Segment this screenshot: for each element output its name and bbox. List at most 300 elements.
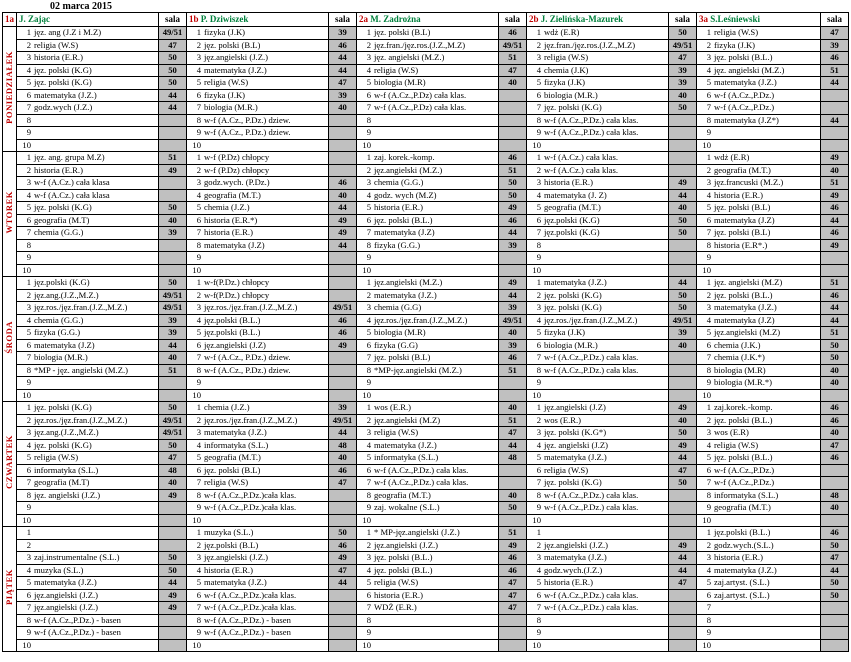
room-number: 50: [159, 439, 187, 452]
lesson-number: 6: [26, 214, 31, 225]
lesson-row: [3, 27, 849, 40]
subject-name: chemia (J.K): [544, 64, 589, 75]
room-number: 48: [159, 464, 187, 477]
lesson-cell: [697, 577, 821, 590]
subject-name: w-f (A.Cz.,P.Dz.)cała klas.: [204, 602, 297, 612]
lesson-row: [3, 39, 849, 52]
subject-name: jęz. angielski (M.Z.): [374, 52, 445, 62]
lesson-number: 2: [706, 289, 711, 300]
lesson-cell: [187, 352, 329, 365]
lesson-number: 5: [536, 202, 541, 212]
room-number: 47: [329, 477, 357, 490]
lesson-cell: [187, 77, 329, 90]
lesson-cell: [697, 202, 821, 215]
lesson-cell: [527, 152, 669, 165]
subject-name: jęz.polski (K.G): [34, 277, 90, 287]
lesson-cell: [697, 602, 821, 615]
lesson-number: 4: [536, 564, 541, 575]
lesson-number: 5: [26, 452, 31, 462]
room-number: [329, 114, 357, 127]
room-number: 47: [499, 64, 527, 77]
room-number: [499, 464, 527, 477]
lesson-number: 5: [536, 577, 541, 587]
lesson-cell: [357, 614, 499, 627]
room-number: [669, 489, 697, 502]
lesson-number: 8: [366, 614, 371, 625]
lesson-number: 9: [366, 377, 371, 387]
lesson-cell: [17, 402, 159, 415]
lesson-number: 1: [196, 27, 201, 37]
lesson-cell: [357, 177, 499, 190]
lesson-cell: [187, 414, 329, 427]
lesson-cell: [357, 152, 499, 165]
subject-name: jęz. polski (K.G): [34, 202, 92, 212]
subject-name: w-f (A.Cz.,P.Dz.)cała klas.: [204, 489, 297, 500]
room-number: 50: [329, 527, 357, 540]
subject-name: w-f (A.Cz.,P.Dz) cała klas.: [374, 89, 467, 100]
lesson-number: 5: [26, 577, 31, 587]
lesson-number: 9: [706, 502, 711, 512]
room-number: 40: [821, 364, 849, 377]
lesson-cell: [357, 489, 499, 502]
lesson-number: 4: [196, 189, 201, 200]
lesson-row: [3, 477, 849, 490]
lesson-cell: [357, 227, 499, 240]
lesson-row: [3, 564, 849, 577]
subject-name: fizyka (J.K): [714, 39, 756, 50]
room-number: [499, 127, 527, 140]
lesson-number: 10: [702, 264, 711, 275]
lesson-row: [3, 189, 849, 202]
lesson-number: 9: [196, 627, 201, 637]
lesson-cell: [17, 489, 159, 502]
room-number: [329, 352, 357, 365]
lesson-cell: [697, 152, 821, 165]
lesson-cell: [527, 602, 669, 615]
subject-name: jęz.ros./jęz.fran.(J.Z.,M.Z.): [374, 314, 468, 325]
lesson-cell: [697, 552, 821, 565]
room-number: [669, 164, 697, 177]
lesson-number: 1: [366, 277, 371, 287]
subject-name: w-f (A.Cz.,P.Dz.) cała klas.: [374, 477, 469, 487]
room-number: 39: [329, 89, 357, 102]
lesson-cell: [17, 539, 159, 552]
room-number: 50: [669, 427, 697, 440]
lesson-cell: [187, 339, 329, 352]
subject-name: godz. wych (M.Z): [374, 189, 437, 200]
room-number: 51: [499, 527, 527, 540]
lesson-cell: [187, 202, 329, 215]
room-number: [669, 639, 697, 652]
subject-name: matematyka (J.Z.): [544, 452, 607, 462]
subject-name: historia (E.R.): [34, 164, 83, 175]
lesson-number: 3: [536, 52, 541, 62]
room-number: 44: [821, 564, 849, 577]
lesson-number: 3: [706, 552, 711, 562]
lesson-number: 5: [26, 202, 31, 212]
subject-name: jęz. polski (B.L): [714, 227, 771, 237]
lesson-cell: [357, 464, 499, 477]
subject-name: jęz. polski (B.L.): [714, 52, 773, 62]
room-number: 44: [329, 64, 357, 77]
room-number: 49/51: [159, 302, 187, 315]
lesson-cell: [17, 27, 159, 40]
subject-name: historia (E.R.): [34, 52, 83, 62]
subject-name: matematyka (J.Z*): [714, 114, 779, 125]
subject-name: jęz. polski (B.L.): [374, 214, 433, 225]
lesson-number: 10: [532, 514, 541, 525]
subject-name: religia (W.S): [544, 464, 589, 475]
subject-name: fizyka (J.K): [204, 89, 246, 100]
lesson-cell: [527, 489, 669, 502]
lesson-number: 8: [196, 489, 201, 500]
room-number: [329, 289, 357, 302]
lesson-number: 2: [196, 414, 201, 425]
lesson-number: 2: [26, 164, 31, 175]
lesson-cell: [527, 114, 669, 127]
lesson-number: 4: [706, 564, 711, 575]
lesson-number: 2: [536, 539, 541, 550]
lesson-cell: [17, 89, 159, 102]
room-number: 46: [821, 527, 849, 540]
day-name: PONIEDZIAŁEK: [3, 50, 14, 124]
room-number: 40: [821, 377, 849, 390]
lesson-number: 5: [536, 327, 541, 337]
subject-name: godz.wych.(J.Z.): [544, 564, 603, 575]
lesson-number: 10: [532, 264, 541, 275]
lesson-cell: [697, 477, 821, 490]
subject-name: matematyka (J.Z.): [374, 439, 437, 450]
lesson-cell: [357, 77, 499, 90]
teacher-name: J. Zając: [17, 13, 159, 27]
subject-name: jęz. polski (K.G): [544, 302, 602, 312]
lesson-number: 6: [536, 339, 541, 350]
lesson-number: 7: [26, 602, 31, 612]
subject-name: historia (E.R.): [374, 202, 423, 212]
room-number: [499, 252, 527, 265]
room-number: 44: [669, 552, 697, 565]
room-number: 50: [159, 277, 187, 290]
subject-name: religia (W.S): [544, 52, 589, 62]
lesson-cell: [187, 602, 329, 615]
room-number: [669, 602, 697, 615]
lesson-number: 1: [366, 152, 371, 162]
lesson-cell: [697, 389, 821, 402]
room-number: 39: [159, 227, 187, 240]
lesson-row: [3, 52, 849, 65]
lesson-cell: [527, 364, 669, 377]
room-number: [159, 114, 187, 127]
lesson-cell: [17, 189, 159, 202]
lesson-number: 3: [536, 302, 541, 312]
lesson-cell: [527, 439, 669, 452]
room-number: 49/51: [669, 314, 697, 327]
room-number: 51: [159, 152, 187, 165]
subject-name: jęz.angielski (J.Z.): [374, 539, 438, 550]
lesson-number: 9: [706, 252, 711, 262]
lesson-cell: [697, 77, 821, 90]
lesson-number: 7: [366, 602, 371, 612]
lesson-cell: [187, 252, 329, 265]
room-number: 50: [669, 227, 697, 240]
lesson-cell: [697, 527, 821, 540]
room-number: 49: [669, 439, 697, 452]
lesson-cell: [697, 277, 821, 290]
lesson-cell: [17, 452, 159, 465]
lesson-number: 6: [366, 339, 371, 350]
lesson-cell: [697, 427, 821, 440]
lesson-cell: [697, 639, 821, 652]
subject-name: biologia (M.R): [714, 364, 766, 375]
lesson-number: 8: [536, 489, 541, 500]
subject-name: matematyka (J.Z.): [34, 577, 97, 587]
room-number: [329, 614, 357, 627]
lesson-cell: [527, 139, 669, 152]
day-label: [3, 402, 17, 527]
lesson-number: 2: [196, 289, 201, 300]
lesson-cell: [527, 27, 669, 40]
lesson-number: 5: [536, 452, 541, 462]
subject-name: jęz. angielski (M.Z): [714, 277, 783, 287]
lesson-number: 4: [706, 189, 711, 200]
lesson-row: [3, 202, 849, 215]
lesson-number: 7: [366, 477, 371, 487]
room-number: [821, 102, 849, 115]
lesson-number: 4: [196, 439, 201, 450]
lesson-number: 2: [536, 164, 541, 175]
lesson-row: [3, 339, 849, 352]
subject-name: biologia (M.R.*): [714, 377, 773, 387]
lesson-cell: [17, 514, 159, 527]
lesson-row: [3, 177, 849, 190]
subject-name: matematyka (J.Z): [204, 239, 265, 250]
subject-name: chemia (G.G): [374, 302, 422, 312]
lesson-number: 4: [536, 314, 541, 325]
lesson-cell: [17, 339, 159, 352]
lesson-number: 2: [196, 539, 201, 550]
lesson-number: 7: [536, 477, 541, 487]
subject-name: w-f (A.Cz.,P.Dz.) cała klas.: [544, 502, 639, 512]
room-number: 40: [669, 89, 697, 102]
lesson-cell: [17, 614, 159, 627]
room-number: 44: [159, 89, 187, 102]
room-number: [329, 514, 357, 527]
subject-name: jęz. angielski (M.Z.): [714, 64, 785, 75]
room-number: 47: [329, 564, 357, 577]
subject-name: biologia (M.R.): [544, 339, 598, 350]
subject-name: jęz.angielski (J.Z): [204, 339, 266, 350]
timetable: [2, 12, 849, 652]
subject-name: jęz. polski (B.L.): [714, 289, 773, 300]
lesson-cell: [187, 589, 329, 602]
lesson-number: 4: [536, 189, 541, 200]
lesson-number: 6: [536, 464, 541, 475]
subject-name: w-f (A.Cz.,P.Dz.): [714, 464, 775, 475]
lesson-number: 3: [536, 552, 541, 562]
lesson-cell: [187, 552, 329, 565]
subject-name: w-f (A.Cz.,P.Dz.) cała klas.: [544, 114, 639, 125]
room-number: 40: [821, 164, 849, 177]
subject-name: w-f (A.Cz.,P.Dz.) cała klas.: [544, 602, 639, 612]
room-number: [329, 589, 357, 602]
lesson-number: 8: [706, 489, 711, 500]
room-number: 49: [821, 152, 849, 165]
room-number: 50: [821, 539, 849, 552]
lesson-row: [3, 627, 849, 640]
lesson-number: 9: [26, 127, 31, 137]
lesson-cell: [527, 527, 669, 540]
room-number: 39: [159, 327, 187, 340]
lesson-cell: [527, 52, 669, 65]
subject-name: w-f (A.Cz.,P.Dz.) cała klas.: [544, 127, 639, 137]
room-number: 44: [821, 314, 849, 327]
subject-name: jęz.ros./jęz.fran.(J.Z.,M.Z.): [544, 314, 638, 325]
subject-name: geografia (M.T.): [204, 452, 261, 462]
lesson-cell: [357, 339, 499, 352]
subject-name: jęz.angielski (J.Z.): [34, 602, 98, 612]
room-number: 40: [329, 102, 357, 115]
lesson-cell: [187, 52, 329, 65]
subject-name: w-f (A.Cz.) cała klas.: [544, 164, 618, 175]
lesson-cell: [527, 502, 669, 515]
lesson-cell: [357, 89, 499, 102]
lesson-number: 10: [22, 139, 31, 150]
lesson-row: [3, 502, 849, 515]
subject-name: godz.wych. (P.Dz.): [204, 177, 270, 187]
lesson-number: 8: [366, 239, 371, 250]
lesson-cell: [697, 177, 821, 190]
lesson-number: 3: [26, 302, 31, 312]
room-number: 44: [669, 452, 697, 465]
schedule-date: 02 marca 2015: [50, 1, 113, 12]
room-number: [821, 264, 849, 277]
lesson-row: [3, 614, 849, 627]
subject-name: matematyka (J. Z): [544, 189, 607, 200]
room-number: [499, 477, 527, 490]
lesson-number: 6: [26, 464, 31, 475]
lesson-number: 8: [26, 364, 31, 375]
subject-name: jęz. polski (B.L.): [714, 452, 773, 462]
lesson-number: 8: [536, 364, 541, 375]
subject-name: jęz. angielski (J.Z): [544, 439, 608, 450]
lesson-cell: [17, 239, 159, 252]
lesson-number: 9: [536, 377, 541, 387]
room-number: 39: [499, 302, 527, 315]
lesson-cell: [17, 39, 159, 52]
lesson-cell: [357, 552, 499, 565]
lesson-cell: [697, 127, 821, 140]
room-number: [669, 502, 697, 515]
room-number: 46: [821, 52, 849, 65]
lesson-number: 6: [366, 589, 371, 600]
lesson-number: 2: [366, 39, 371, 50]
subject-name: jęz.angielski (M.Z): [374, 414, 441, 425]
lesson-cell: [697, 252, 821, 265]
lesson-number: 6: [196, 589, 201, 600]
subject-name: zaj.korek.-komp.: [714, 402, 773, 412]
subject-name: jęz. polski (K.G): [34, 64, 92, 75]
room-number: [159, 127, 187, 140]
room-number: [669, 527, 697, 540]
lesson-number: 7: [536, 227, 541, 237]
room-number: 46: [821, 452, 849, 465]
room-number: 40: [159, 352, 187, 365]
subject-name: jęz. polski (B.L.): [714, 414, 773, 425]
sala-header: sala: [821, 13, 849, 27]
lesson-cell: [527, 202, 669, 215]
lesson-cell: [527, 427, 669, 440]
subject-name: jęz. polski (K.G): [34, 402, 92, 412]
lesson-cell: [527, 64, 669, 77]
room-number: 46: [329, 177, 357, 190]
lesson-cell: [697, 327, 821, 340]
lesson-number: 3: [196, 552, 201, 562]
room-number: [821, 602, 849, 615]
subject-name: religia (W.S): [374, 64, 419, 75]
lesson-number: 2: [196, 164, 201, 175]
lesson-number: 8: [196, 614, 201, 625]
subject-name: muzyka (S.L.): [34, 564, 84, 575]
room-number: [499, 389, 527, 402]
lesson-number: 1: [536, 152, 541, 162]
subject-name: religia (W.S): [714, 27, 759, 37]
lesson-row: [3, 252, 849, 265]
subject-name: w-f (A.Cz.,P.Dz.): [714, 102, 775, 112]
room-number: 49: [499, 277, 527, 290]
subject-name: jęz. polski (B.L): [204, 464, 261, 475]
subject-name: jęz.ang.(J.Z.,M.Z.): [34, 427, 99, 437]
lesson-number: 9: [536, 502, 541, 512]
class-header: [187, 13, 329, 27]
lesson-cell: [697, 89, 821, 102]
lesson-number: 3: [196, 302, 201, 312]
lesson-cell: [697, 377, 821, 390]
subject-name: historia (E.R.): [714, 552, 763, 562]
subject-name: geografia (M.T.): [544, 202, 601, 212]
lesson-cell: [697, 52, 821, 65]
subject-name: jęz.ros./jęz.fran.(J.Z.,M.Z.): [204, 414, 298, 425]
lesson-row: [3, 539, 849, 552]
lesson-number: 6: [706, 214, 711, 225]
lesson-cell: [697, 627, 821, 640]
lesson-number: 2: [706, 539, 711, 550]
subject-name: zaj. korek.-komp.: [374, 152, 435, 162]
day-name: PIĄTEK: [3, 569, 14, 606]
lesson-number: 7: [706, 227, 711, 237]
lesson-number: 1: [26, 27, 31, 37]
subject-name: historia (E.R.): [544, 577, 593, 587]
room-number: 46: [821, 402, 849, 415]
lesson-cell: [697, 139, 821, 152]
lesson-cell: [187, 577, 329, 590]
lesson-cell: [697, 514, 821, 527]
lesson-number: 4: [366, 314, 371, 325]
subject-name: fizyka (G.G): [374, 339, 418, 350]
day-name: CZWARTEK: [3, 435, 14, 490]
class-header: [527, 13, 669, 27]
room-number: [329, 502, 357, 515]
lesson-row: [3, 264, 849, 277]
room-number: 40: [669, 339, 697, 352]
lesson-cell: [357, 452, 499, 465]
lesson-cell: [17, 389, 159, 402]
room-number: [329, 602, 357, 615]
room-number: 46: [499, 27, 527, 40]
lesson-number: 4: [196, 64, 201, 75]
lesson-row: [3, 514, 849, 527]
subject-name: religia (W.S): [204, 477, 249, 487]
room-number: [159, 614, 187, 627]
